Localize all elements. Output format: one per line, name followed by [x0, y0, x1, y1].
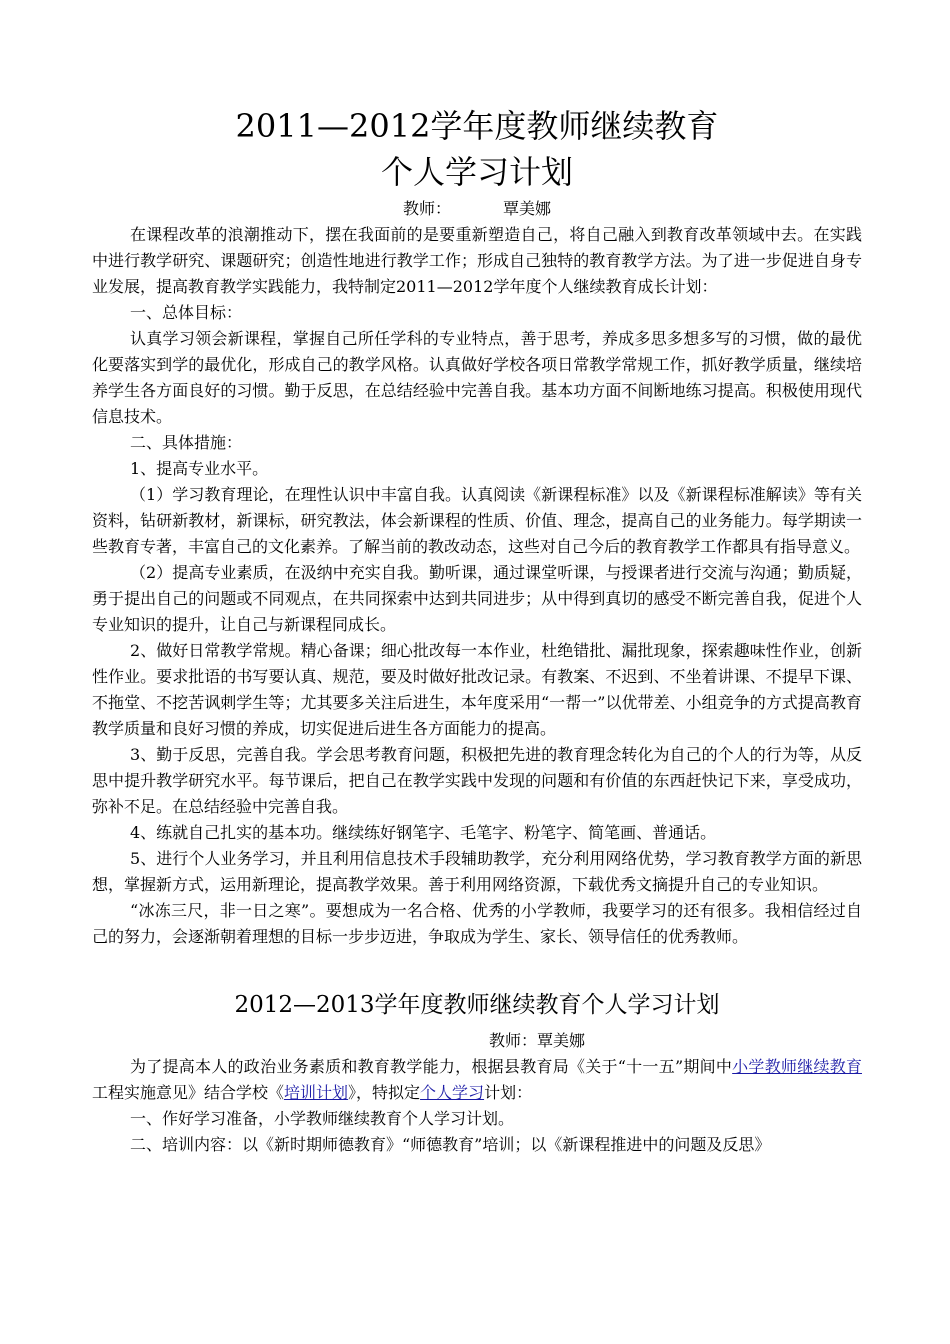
document-body: [92, 98, 862, 1158]
section2-author: 教师：覃美娜: [488, 1031, 585, 1050]
document-title: 2011—2012学年度教师继续教育: [235, 107, 719, 145]
author-label: 教师：: [402, 199, 451, 218]
item-1-1: （1）学习教育理论，在理性认识中丰富自我。认真阅读《新课程标准》以及《新课程标准解读》等有关资料，钻研新教材，新课标，研究教法，体会新课程的性质、价值、理念，提高自己的业务能力。每学期读一些教育专著，丰富自己的文化素养。了解当前的教改动态，这些对自己今后的教育教学工作都具有指导意义。: [92, 485, 862, 556]
author-name: 覃美娜: [503, 199, 552, 218]
item-1-2: （2）提高专业素质，在汲纳中充实自我。勤听课，通过课堂听课，与授课者进行交流与沟通；勤质疑，勇于提出自己的问题或不同观点，在共同探索中达到共同进步；从中得到真切的感受不断完善自我，促进个人专业知识的提升，让自己与新课程同成长。: [92, 563, 862, 634]
paragraph-intro: 在课程改革的浪潮推动下，摆在我面前的是要重新塑造自己，将自己融入到教育改革领域中去。在实践中进行教学研究、课题研究；创造性地进行教学工作；形成自己独特的教育教学方法。为了进一步促进自身专业发展，提高教育教学实践能力，我特制定2011—2012学年度个人继续教育成长计划：: [92, 225, 862, 296]
heading-measures: 二、具体措施：: [130, 433, 243, 452]
item-2: 2、做好日常教学常规。精心备课；细心批改每一本作业，杜绝错批、漏批现象，探索趣味性作业，创新性作业。要求批语的书写要认真、规范，要及时做好批改记录。有教案、不迟到、不坐着讲课、不提早下课、不拖堂、不挖苦讽刺学生等；尤其要多关注后进生，本年度采用“一帮一”以优带差、小组竞争的方式提高教育教学质量和良好习惯的养成，切实促进后进生各方面能力的提高。: [92, 641, 862, 738]
link-personal-study[interactable]: 个人学习: [420, 1083, 485, 1102]
section2-intro: [92, 1054, 862, 1106]
paragraph-conclusion: “冰冻三尺，非一日之寒”。要想成为一名合格、优秀的小学教师，我要学习的还有很多。我相信经过自己的努力，会逐渐朝着理想的目标一步步迈进，争取成为学生、家长、领导信任的优秀教师。: [92, 901, 862, 946]
document-subtitle: 个人学习计划: [380, 153, 573, 191]
intro-text-4: 计划：: [484, 1083, 533, 1102]
heading-overall-goal: 一、总体目标：: [130, 303, 243, 322]
link-training-plan[interactable]: 培训计划: [284, 1083, 349, 1102]
section2-item-2: 二、培训内容：以《新时期师德教育》“师德教育”培训；以《新课程推进中的问题及反思》: [130, 1135, 771, 1154]
item-1: 1、提高专业水平。: [130, 459, 269, 478]
author-line: [92, 196, 862, 222]
intro-text-1: 为了提高本人的政治业务素质和教育教学能力，根据县教育局《关于“十一五”期间中: [130, 1057, 733, 1076]
section2-item-1: 一、作好学习准备，小学教师继续教育个人学习计划。: [130, 1109, 515, 1128]
link-teacher-education[interactable]: 小学教师继续教育: [732, 1057, 862, 1076]
item-3: 3、勤于反思，完善自我。学会思考教育问题，积极把先进的教育理念转化为自己的个人的行为等，从反思中提升教学研究水平。每节课后，把自己在教学实践中发现的问题和有价值的东西赶快记下来，享受成功，弥补不足。在总结经验中完善自我。: [92, 745, 862, 816]
intro-text-3: 》，特拟定: [348, 1083, 421, 1102]
item-5: 5、进行个人业务学习，并且利用信息技术手段辅助教学，充分利用网络优势，学习教育教学方面的新思想，掌握新方式，运用新理论，提高教学效果。善于利用网络资源，下载优秀文摘提升自己的专业知识。: [92, 849, 862, 894]
paragraph-goal: 认真学习领会新课程，掌握自己所任学科的专业特点，善于思考，养成多思多想多写的习惯，做的最优化要落实到学的最优化，形成自己的教学风格。认真做好学校各项日常教学常规工作，抓好教学质量，继续培养学生各方面良好的习惯。勤于反思，在总结经验中完善自我。基本功方面不间断地练习提高。积极使用现代信息技术。: [92, 329, 862, 426]
intro-text-2: 工程实施意见》结合学校《: [92, 1083, 285, 1102]
section2-title: 2012—2013学年度教师继续教育个人学习计划: [234, 992, 720, 1018]
item-4: 4、练就自己扎实的基本功。继续练好钢笔字、毛笔字、粉笔字、简笔画、普通话。: [130, 823, 717, 842]
